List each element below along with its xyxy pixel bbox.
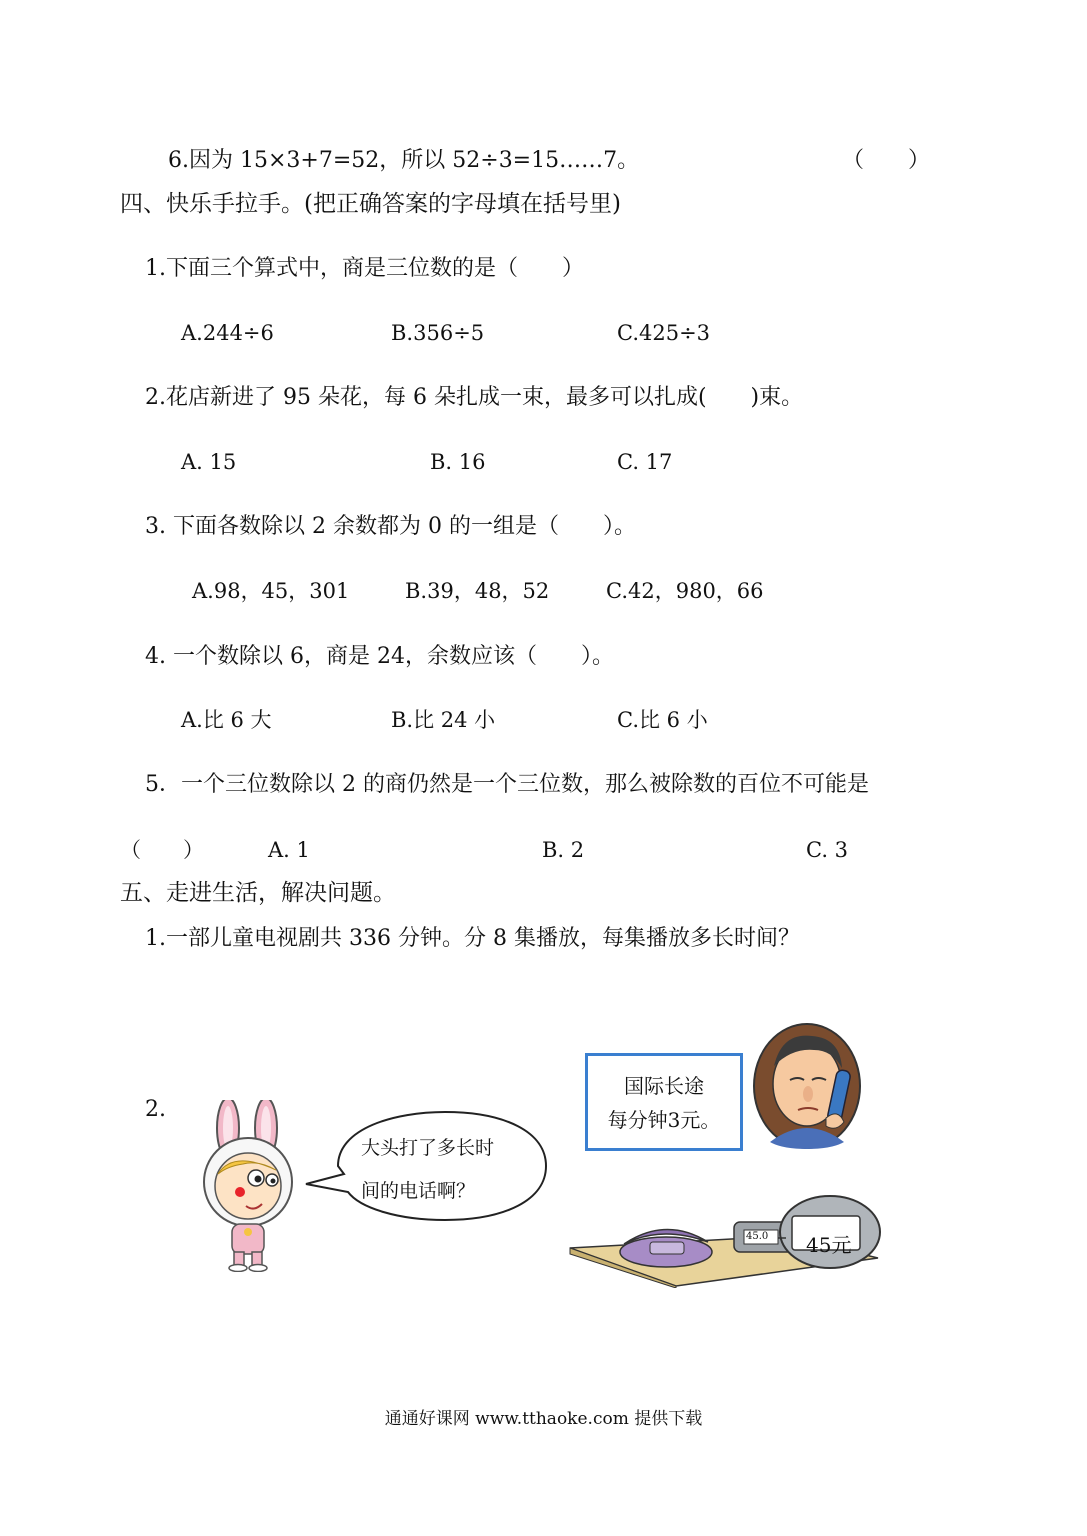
- section4-title: 四、快乐手拉手。(把正确答案的字母填在括号里): [120, 191, 621, 217]
- s4-q1-option-a[interactable]: A.244÷6: [181, 321, 274, 345]
- s4-q4-option-c[interactable]: C.比 6 小: [617, 708, 708, 732]
- s4-q4-option-b[interactable]: B.比 24 小: [391, 708, 496, 732]
- s4-q5-option-c[interactable]: C. 3: [806, 838, 849, 862]
- section5-title: 五、走进生活，解决问题。: [120, 880, 396, 906]
- phone-display-amount: 45元: [806, 1233, 852, 1257]
- s4-q5-text: 5．一个三位数除以 2 的商仍然是一个三位数，那么被除数的百位不可能是: [145, 772, 869, 797]
- page-footer: 通通好课网 www.tthaoke.com 提供下载: [384, 1409, 703, 1429]
- judge-q6-text: 6.因为 15×3+7=52，所以 52÷3=15……7。: [168, 148, 640, 173]
- notice-line-1: 国际长途: [624, 1074, 704, 1098]
- speech-bubble: [300, 1108, 550, 1224]
- s4-q2-option-a[interactable]: A. 15: [181, 450, 237, 474]
- s4-q1-text: 1.下面三个算式中，商是三位数的是（ ）: [145, 256, 584, 281]
- s4-q2-option-c[interactable]: C. 17: [617, 450, 673, 474]
- s4-q2-text: 2.花店新进了 95 朵花，每 6 朵扎成一束，最多可以扎成( )束。: [145, 385, 804, 410]
- man-on-phone-portrait: [752, 1022, 862, 1150]
- s4-q2-option-b[interactable]: B. 16: [430, 450, 486, 474]
- s4-q1-option-b[interactable]: B.356÷5: [391, 321, 485, 345]
- notice-line-2: 每分钟3元。: [607, 1108, 721, 1132]
- s4-q3-option-a[interactable]: A.98，45，301: [192, 579, 350, 603]
- s4-q3-option-c[interactable]: C.42，980，66: [606, 579, 764, 603]
- s4-q5-option-a[interactable]: A. 1: [268, 838, 310, 862]
- s4-q4-text: 4. 一个数除以 6，商是 24，余数应该（ ）。: [145, 644, 614, 669]
- s4-q3-option-b[interactable]: B.39，48，52: [405, 579, 550, 603]
- s4-q1-option-c[interactable]: C.425÷3: [617, 321, 711, 345]
- s5-q2-number: 2.: [145, 1097, 166, 1122]
- judge-q6-blank[interactable]: （ ）: [842, 148, 931, 173]
- phone-display-small: 45.0: [746, 1231, 769, 1242]
- bubble-line-1: 大头打了多长时: [361, 1137, 495, 1159]
- bubble-line-2: 间的电话啊？: [361, 1180, 476, 1202]
- s4-q3-text: 3. 下面各数除以 2 余数都为 0 的一组是（ ）。: [145, 514, 636, 539]
- s4-q4-option-a[interactable]: A.比 6 大: [181, 708, 272, 732]
- s4-q5-option-b[interactable]: B. 2: [542, 838, 585, 862]
- s5-q1-text: 1.一部儿童电视剧共 336 分钟。分 8 集播放，每集播放多长时间？: [145, 926, 800, 951]
- rate-notice-box: [585, 1053, 743, 1151]
- bunny-girl-illustration: [188, 1100, 318, 1272]
- s4-q5-blank[interactable]: （ ）: [120, 838, 204, 862]
